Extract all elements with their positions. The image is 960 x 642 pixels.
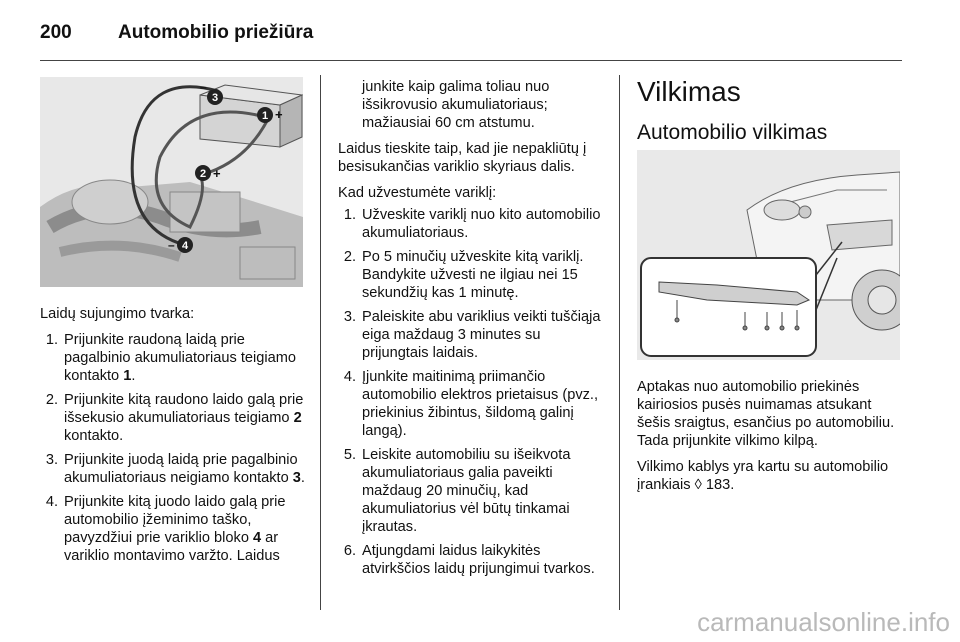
cable-routing-text: Laidus tieskite taip, kad jie nepakliūtų į besisukančias variklio skyriaus dalis. bbox=[338, 141, 587, 175]
svg-text:–: – bbox=[168, 238, 175, 252]
engine-bay-illustration bbox=[40, 77, 303, 287]
list-item: 2. Po 5 minučių užveskite kitą variklį. Bandykite užvesti ne ilgiau nei 15 sekundžių kas 1 minutę. bbox=[343, 249, 584, 301]
svg-text:+: + bbox=[213, 166, 221, 181]
list-item: 2. Prijunkite kitą raudono laido galą prie išsekusio akumuliatoriaus teigiamo 2 kontakto. bbox=[45, 392, 304, 444]
svg-text:3: 3 bbox=[211, 92, 219, 104]
list-item: 1. Prijunkite raudoną laidą prie pagalbinio akumuliatoriaus teigiamo kontakto 1. bbox=[45, 332, 297, 384]
car-front-illustration bbox=[637, 150, 900, 360]
section-heading: Vilkimas bbox=[637, 76, 741, 107]
deflector-removal-text: Aptakas nuo automobilio priekinės kairiosios pusės nuimamas atsukant šešis sraigtus, esančius po automobiliu. Tada prijunkite vilkimo kilpą. bbox=[637, 379, 895, 449]
svg-text:+: + bbox=[275, 107, 283, 122]
column-divider-1 bbox=[320, 75, 321, 610]
list-item: 5. Leiskite automobiliu su išeikvota akumuliatoriaus galia paveikti maždaug 20 minučių, kad akumuliatorius vėl būtų tinkamai įkrautas. bbox=[343, 447, 571, 535]
right-column-headings bbox=[637, 76, 902, 156]
column-divider-2 bbox=[619, 75, 620, 610]
svg-text:–: – bbox=[200, 80, 207, 94]
header-rule bbox=[40, 60, 902, 61]
callout-1-icon bbox=[257, 107, 283, 123]
chapter-title: Automobilio priežiūra bbox=[118, 22, 314, 43]
list-item: 3. Prijunkite juodą laidą prie pagalbinio akumuliatoriaus neigiamo kontakto 3. bbox=[45, 452, 305, 486]
connection-intro: Laidų sujungimo tvarka: bbox=[40, 306, 195, 322]
jump-start-figure bbox=[40, 77, 303, 287]
list-item: 4. Prijunkite kitą juodo laido galą prie automobilio įžeminimo taško, pavyzdžiui prie variklio bloko 4 ar variklio montavimo varžto. Laidus bbox=[45, 494, 286, 564]
svg-text:2: 2 bbox=[199, 168, 207, 180]
list-item: 4. Įjunkite maitinimą priimančio automobilio elektros prietaisus (pvz., priekinius žibintus, šildomą galinį langą). bbox=[343, 369, 599, 439]
list-item: 6. Atjungdami laidus laikykitės atvirkščios laidų prijungimui tvarkos. bbox=[343, 543, 595, 577]
callout-4-icon bbox=[168, 237, 193, 253]
right-column-text bbox=[637, 378, 902, 502]
subsection-heading: Automobilio vilkimas bbox=[637, 121, 828, 144]
middle-column bbox=[338, 78, 606, 584]
left-column bbox=[40, 305, 305, 571]
start-engine-intro: Kad užvestumėte variklį: bbox=[338, 185, 497, 201]
page-number: 200 bbox=[40, 22, 72, 43]
continuation-text: junkite kaip galima toliau nuo išsikrovusio akumuliatoriaus; mažiausiai 60 cm atstumu. bbox=[362, 79, 550, 131]
svg-text:4: 4 bbox=[181, 240, 189, 252]
list-item: 1. Užveskite variklį nuo kito automobilio akumuliatoriaus. bbox=[343, 207, 601, 241]
watermark: carmanualsonline.info bbox=[697, 607, 950, 637]
towing-eye-location-text: Vilkimo kablys yra kartu su automobilio įrankiais ◊ 183. bbox=[637, 459, 889, 493]
svg-text:1: 1 bbox=[261, 110, 269, 122]
page-reference-icon: ◊ bbox=[694, 477, 702, 493]
page-header bbox=[40, 22, 313, 44]
callout-2-icon bbox=[195, 165, 221, 181]
towing-figure bbox=[637, 150, 900, 360]
list-item: 3. Paleiskite abu variklius veikti tuščiąja eiga maždaug 3 minutes su prijungtais laidais. bbox=[343, 309, 601, 361]
